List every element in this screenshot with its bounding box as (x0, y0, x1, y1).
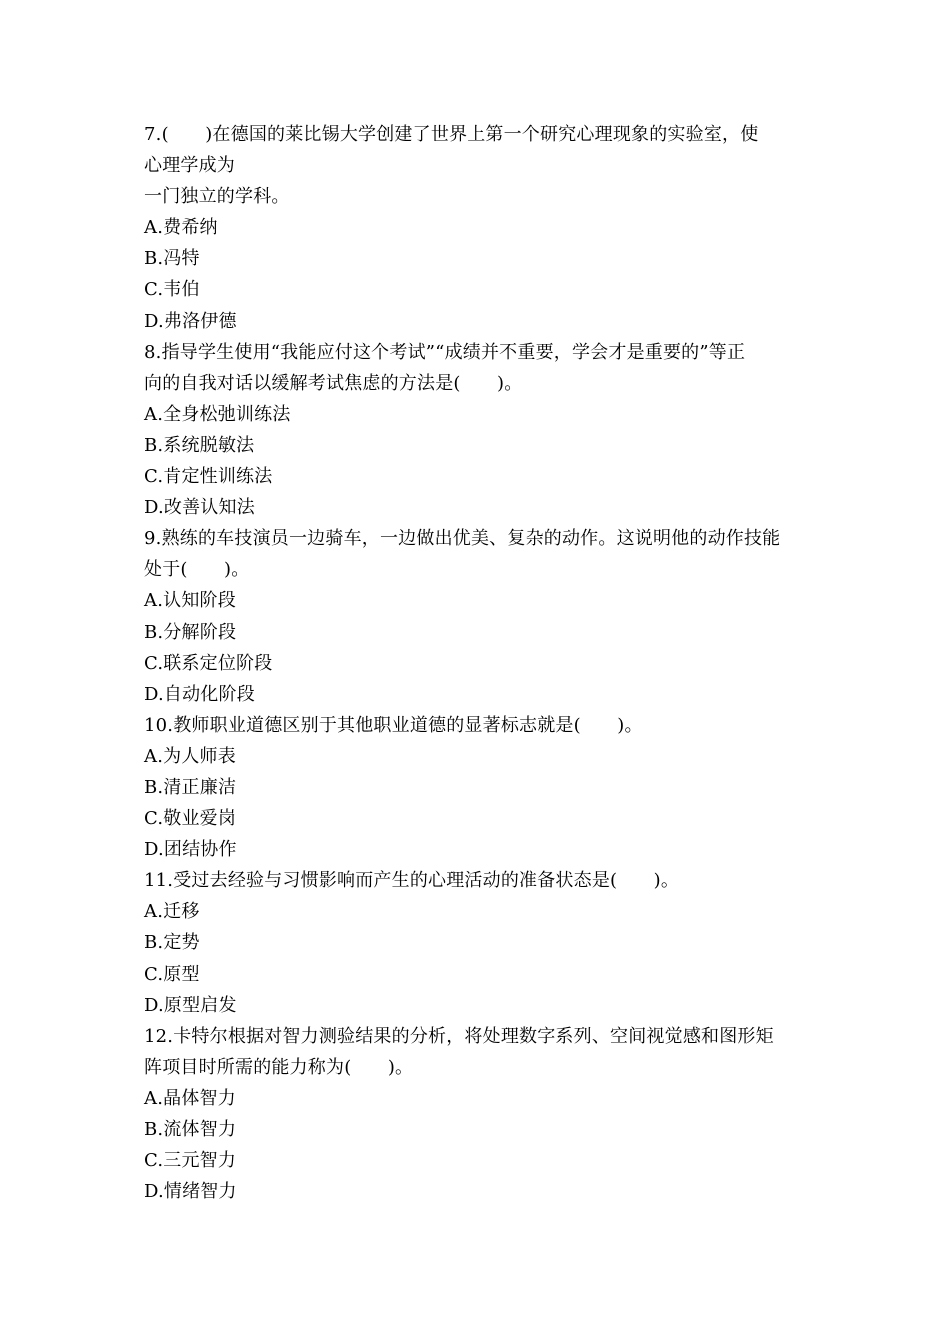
question-stem: 8.指导学生使用“我能应付这个考试”“成绩并不重要，学会才是重要的”等正 (144, 341, 746, 363)
option-a: A.认知阶段 (144, 590, 236, 612)
question-list (144, 119, 812, 1207)
question-stem: 阵项目时所需的能力称为( )。 (144, 1056, 414, 1078)
question-stem: 12.卡特尔根据对智力测验结果的分析，将处理数字系列、空间视觉感和图形矩 (144, 1025, 774, 1047)
option-b: B.流体智力 (144, 1119, 237, 1140)
option-c: C.敬业爱岗 (144, 808, 237, 830)
question-stem: 一门独立的学科。 (144, 186, 290, 208)
question-stem: 11.受过去经验与习惯影响而产生的心理活动的准备状态是( )。 (144, 870, 680, 892)
question-9 (144, 523, 812, 710)
option-b: B.定势 (144, 932, 200, 954)
option-d: D.原型启发 (144, 994, 237, 1016)
question-stem: 心理学成为 (144, 155, 235, 177)
question-10 (144, 710, 812, 865)
question-stem: 向的自我对话以缓解考试焦虑的方法是( )。 (144, 372, 523, 394)
question-8 (144, 337, 812, 524)
option-d: D.情绪智力 (144, 1181, 237, 1203)
question-11 (144, 865, 812, 1020)
option-a: A.全身松弛训练法 (144, 403, 291, 425)
option-c: C.韦伯 (144, 279, 200, 301)
question-7 (144, 119, 812, 337)
option-a: A.为人师表 (144, 745, 236, 767)
question-stem: 9.熟练的车技演员一边骑车，一边做出优美、复杂的动作。这说明他的动作技能 (144, 528, 781, 550)
option-d: D.弗洛伊德 (144, 310, 237, 332)
option-b: B.系统脱敏法 (144, 434, 255, 456)
question-12 (144, 1021, 812, 1208)
option-a: A.费希纳 (144, 217, 218, 239)
question-stem: 处于( )。 (144, 559, 250, 581)
option-c: C.原型 (144, 963, 200, 985)
option-d: D.改善认知法 (144, 497, 255, 519)
option-a: A.迁移 (144, 901, 200, 923)
option-c: C.肯定性训练法 (144, 466, 273, 488)
option-c: C.联系定位阶段 (144, 652, 273, 674)
question-stem: 10.教师职业道德区别于其他职业道德的显著标志就是( )。 (144, 714, 643, 736)
option-b: B.分解阶段 (144, 621, 237, 643)
option-c: C.三元智力 (144, 1150, 237, 1172)
option-b: B.清正廉洁 (144, 776, 237, 798)
option-d: D.团结协作 (144, 839, 237, 861)
question-stem: 7.( )在德国的莱比锡大学创建了世界上第一个研究心理现象的实验室，使 (144, 124, 759, 145)
option-d: D.自动化阶段 (144, 683, 255, 705)
option-b: B.冯特 (144, 248, 200, 270)
option-a: A.晶体智力 (144, 1087, 236, 1109)
